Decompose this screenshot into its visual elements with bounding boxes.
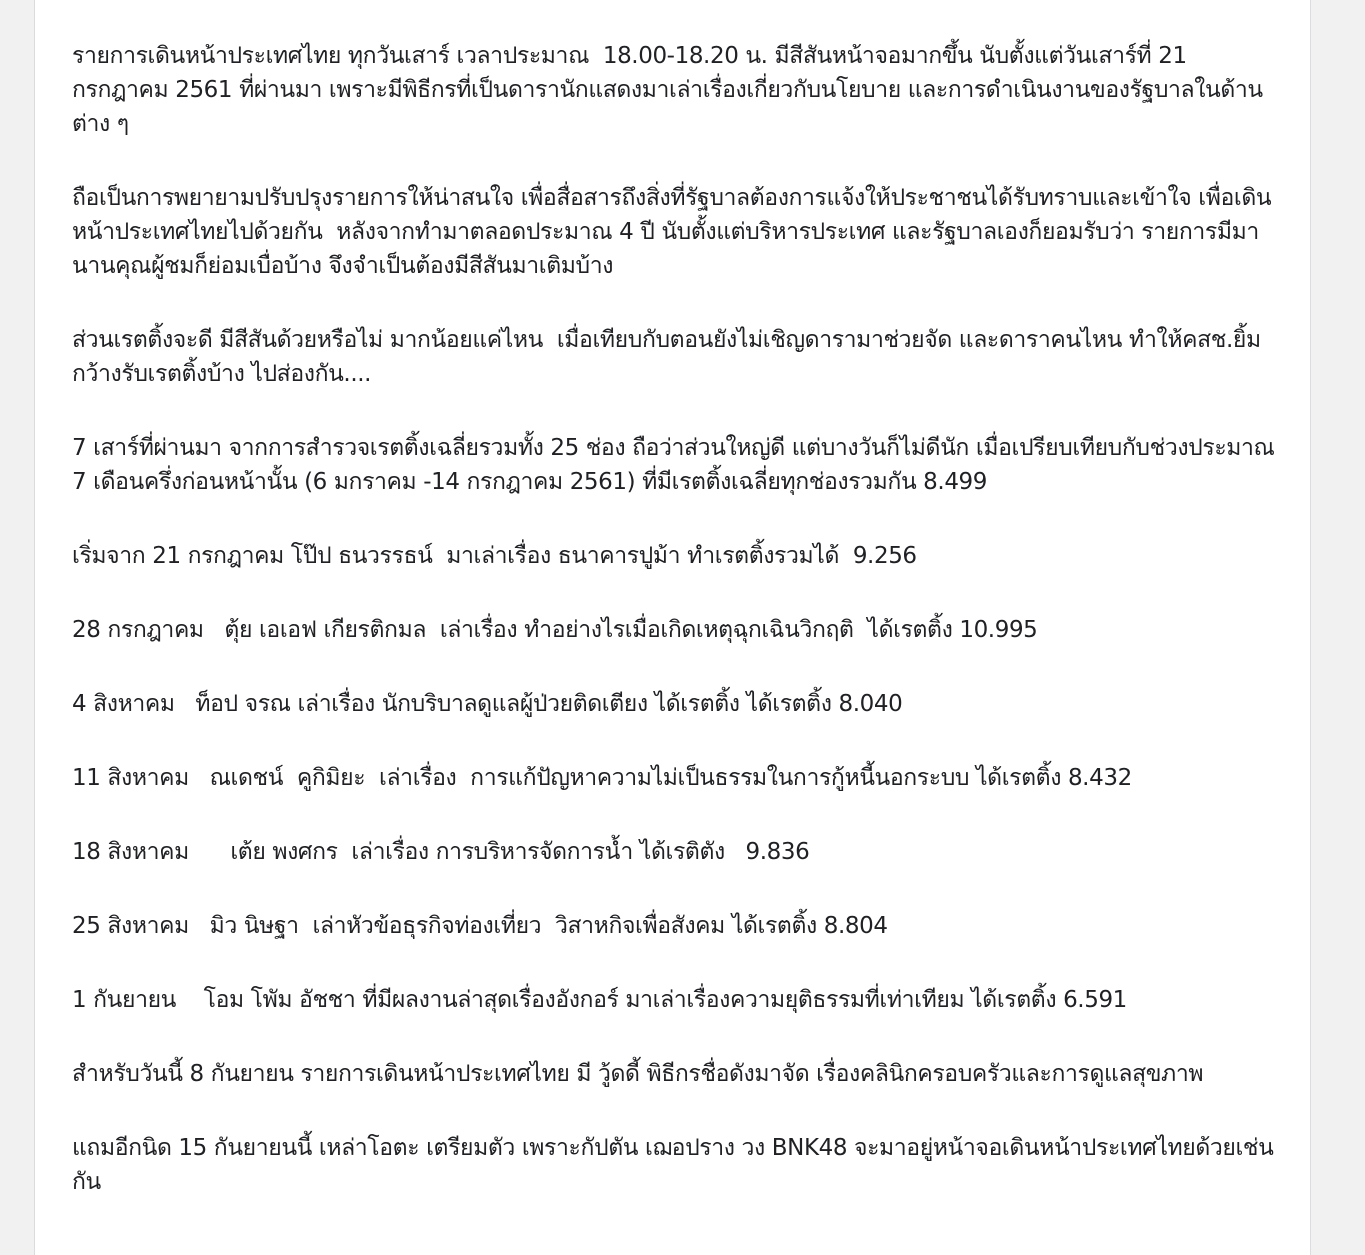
paragraph-episode-aug4: 4 สิงหาคม ท็อป จรณ เล่าเรื่อง นักบริบาลดูแลผู้ป่วยติดเตียง ได้เรตติ้ง ได้เรตติ้ง 8.040 — [72, 691, 903, 717]
paragraph-episode-sep8: สำหรับวันนี้ 8 กันยายน รายการเดินหน้าประเทศไทย มี วู้ดดี้ พิธีกรชื่อดังมาจัด เรื่องคลินิกครอบครัวและการดูแลสุขภาพ — [72, 1061, 1204, 1087]
paragraph-rating-summary: 7 เสาร์ที่ผ่านมา จากการสำรวจเรตติ้งเฉลี่ยรวมทั้ง 25 ช่อง ถือว่าส่วนใหญ่ดี แต่บางวันก็ไม่ดีนัก เมื่อเปรียบเทียบกับช่วงประมาณ 7 เดือนครึ่งก่อนหน้านั้น (6 มกราคม -14 กรกฎาคม 2561) ที่มีเรตติ้งเฉลี่ยทุกช่องรวมกัน 8.499 — [72, 435, 1282, 495]
paragraph-episode-jul28: 28 กรกฎาคม ตุ้ย เอเอฟ เกียรติกมล เล่าเรื่อง ทำอย่างไรเมื่อเกิดเหตุฉุกเฉินวิกฤติ ได้เรตติ้ง 10.995 — [72, 617, 1038, 643]
paragraph-episode-sep15: แถมอีกนิด 15 กันยายนนี้ เหล่าโอตะ เตรียมตัว เพราะกัปตัน เฌอปราง วง BNK48 จะมาอยู่หน้าจอเดินหน้าประเทศไทยด้วยเช่นกัน — [72, 1135, 1274, 1195]
paragraph-rating-question: ส่วนเรตติ้งจะดี มีสีสันด้วยหรือไม่ มากน้อยแค่ไหน เมื่อเทียบกับตอนยังไม่เชิญดารามาช่วยจัด และดาราคนไหน ทำให้คสช.ยิ้มกว้างรับเรตติ้งบ้าง ไปส่องกัน.... — [72, 327, 1261, 387]
paragraph-episode-aug18: 18 สิงหาคม เต้ย พงศกร เล่าเรื่อง การบริหารจัดการน้ำ ได้เรติตัง 9.836 — [72, 839, 810, 865]
paragraph-episode-aug11: 11 สิงหาคม ณเดชน์ คูกิมิยะ เล่าเรื่อง การแก้ปัญหาความไม่เป็นธรรมในการกู้หนี้นอกระบบ ได้เรตติ้ง 8.432 — [72, 765, 1132, 791]
article-body — [72, 39, 1288, 1239]
document-page — [34, 0, 1311, 1255]
paragraph-intro: รายการเดินหน้าประเทศไทย ทุกวันเสาร์ เวลาประมาณ 18.00-18.20 น. มีสีสันหน้าจอมากขึ้น นับตั้งแต่วันเสาร์ที่ 21 กรกฎาคม 2561 ที่ผ่านมา เพราะมีพิธีกรที่เป็นดารานักแสดงมาเล่าเรื่องเกี่ยวกับนโยบาย และการดำเนินงานของรัฐบาลในด้านต่าง ๆ — [72, 43, 1263, 137]
paragraph-episode-sep1: 1 กันยายน โอม โพัม อัชชา ที่มีผลงานล่าสุดเรื่องอังกอร์ มาเล่าเรื่องความยุติธรรมที่เท่าเทียม ได้เรตติ้ง 6.591 — [72, 987, 1127, 1013]
paragraph-episode-jul21: เริ่มจาก 21 กรกฎาคม โป๊ป ธนวรรธน์ มาเล่าเรื่อง ธนาคารปูม้า ทำเรตติ้งรวมได้ 9.256 — [72, 543, 917, 569]
paragraph-improvement: ถือเป็นการพยายามปรับปรุงรายการให้น่าสนใจ เพื่อสื่อสารถึงสิ่งที่รัฐบาลต้องการแจ้งให้ประชาชนได้รับทราบและเข้าใจ เพื่อเดินหน้าประเทศไทยไปด้วยกัน หลังจากทำมาตลอดประมาณ 4 ปี นับตั้งแต่บริหารประเทศ และรัฐบาลเองก็ยอมรับว่า รายการมีมานานคุณผู้ชมก็ย่อมเบื่อบ้าง จึงจำเป็นต้องมีสีสันมาเติมบ้าง — [72, 185, 1272, 279]
paragraph-episode-aug25: 25 สิงหาคม มิว นิษฐา เล่าหัวข้อธุรกิจท่องเที่ยว วิสาหกิจเพื่อสังคม ได้เรตติ้ง 8.804 — [72, 913, 888, 939]
